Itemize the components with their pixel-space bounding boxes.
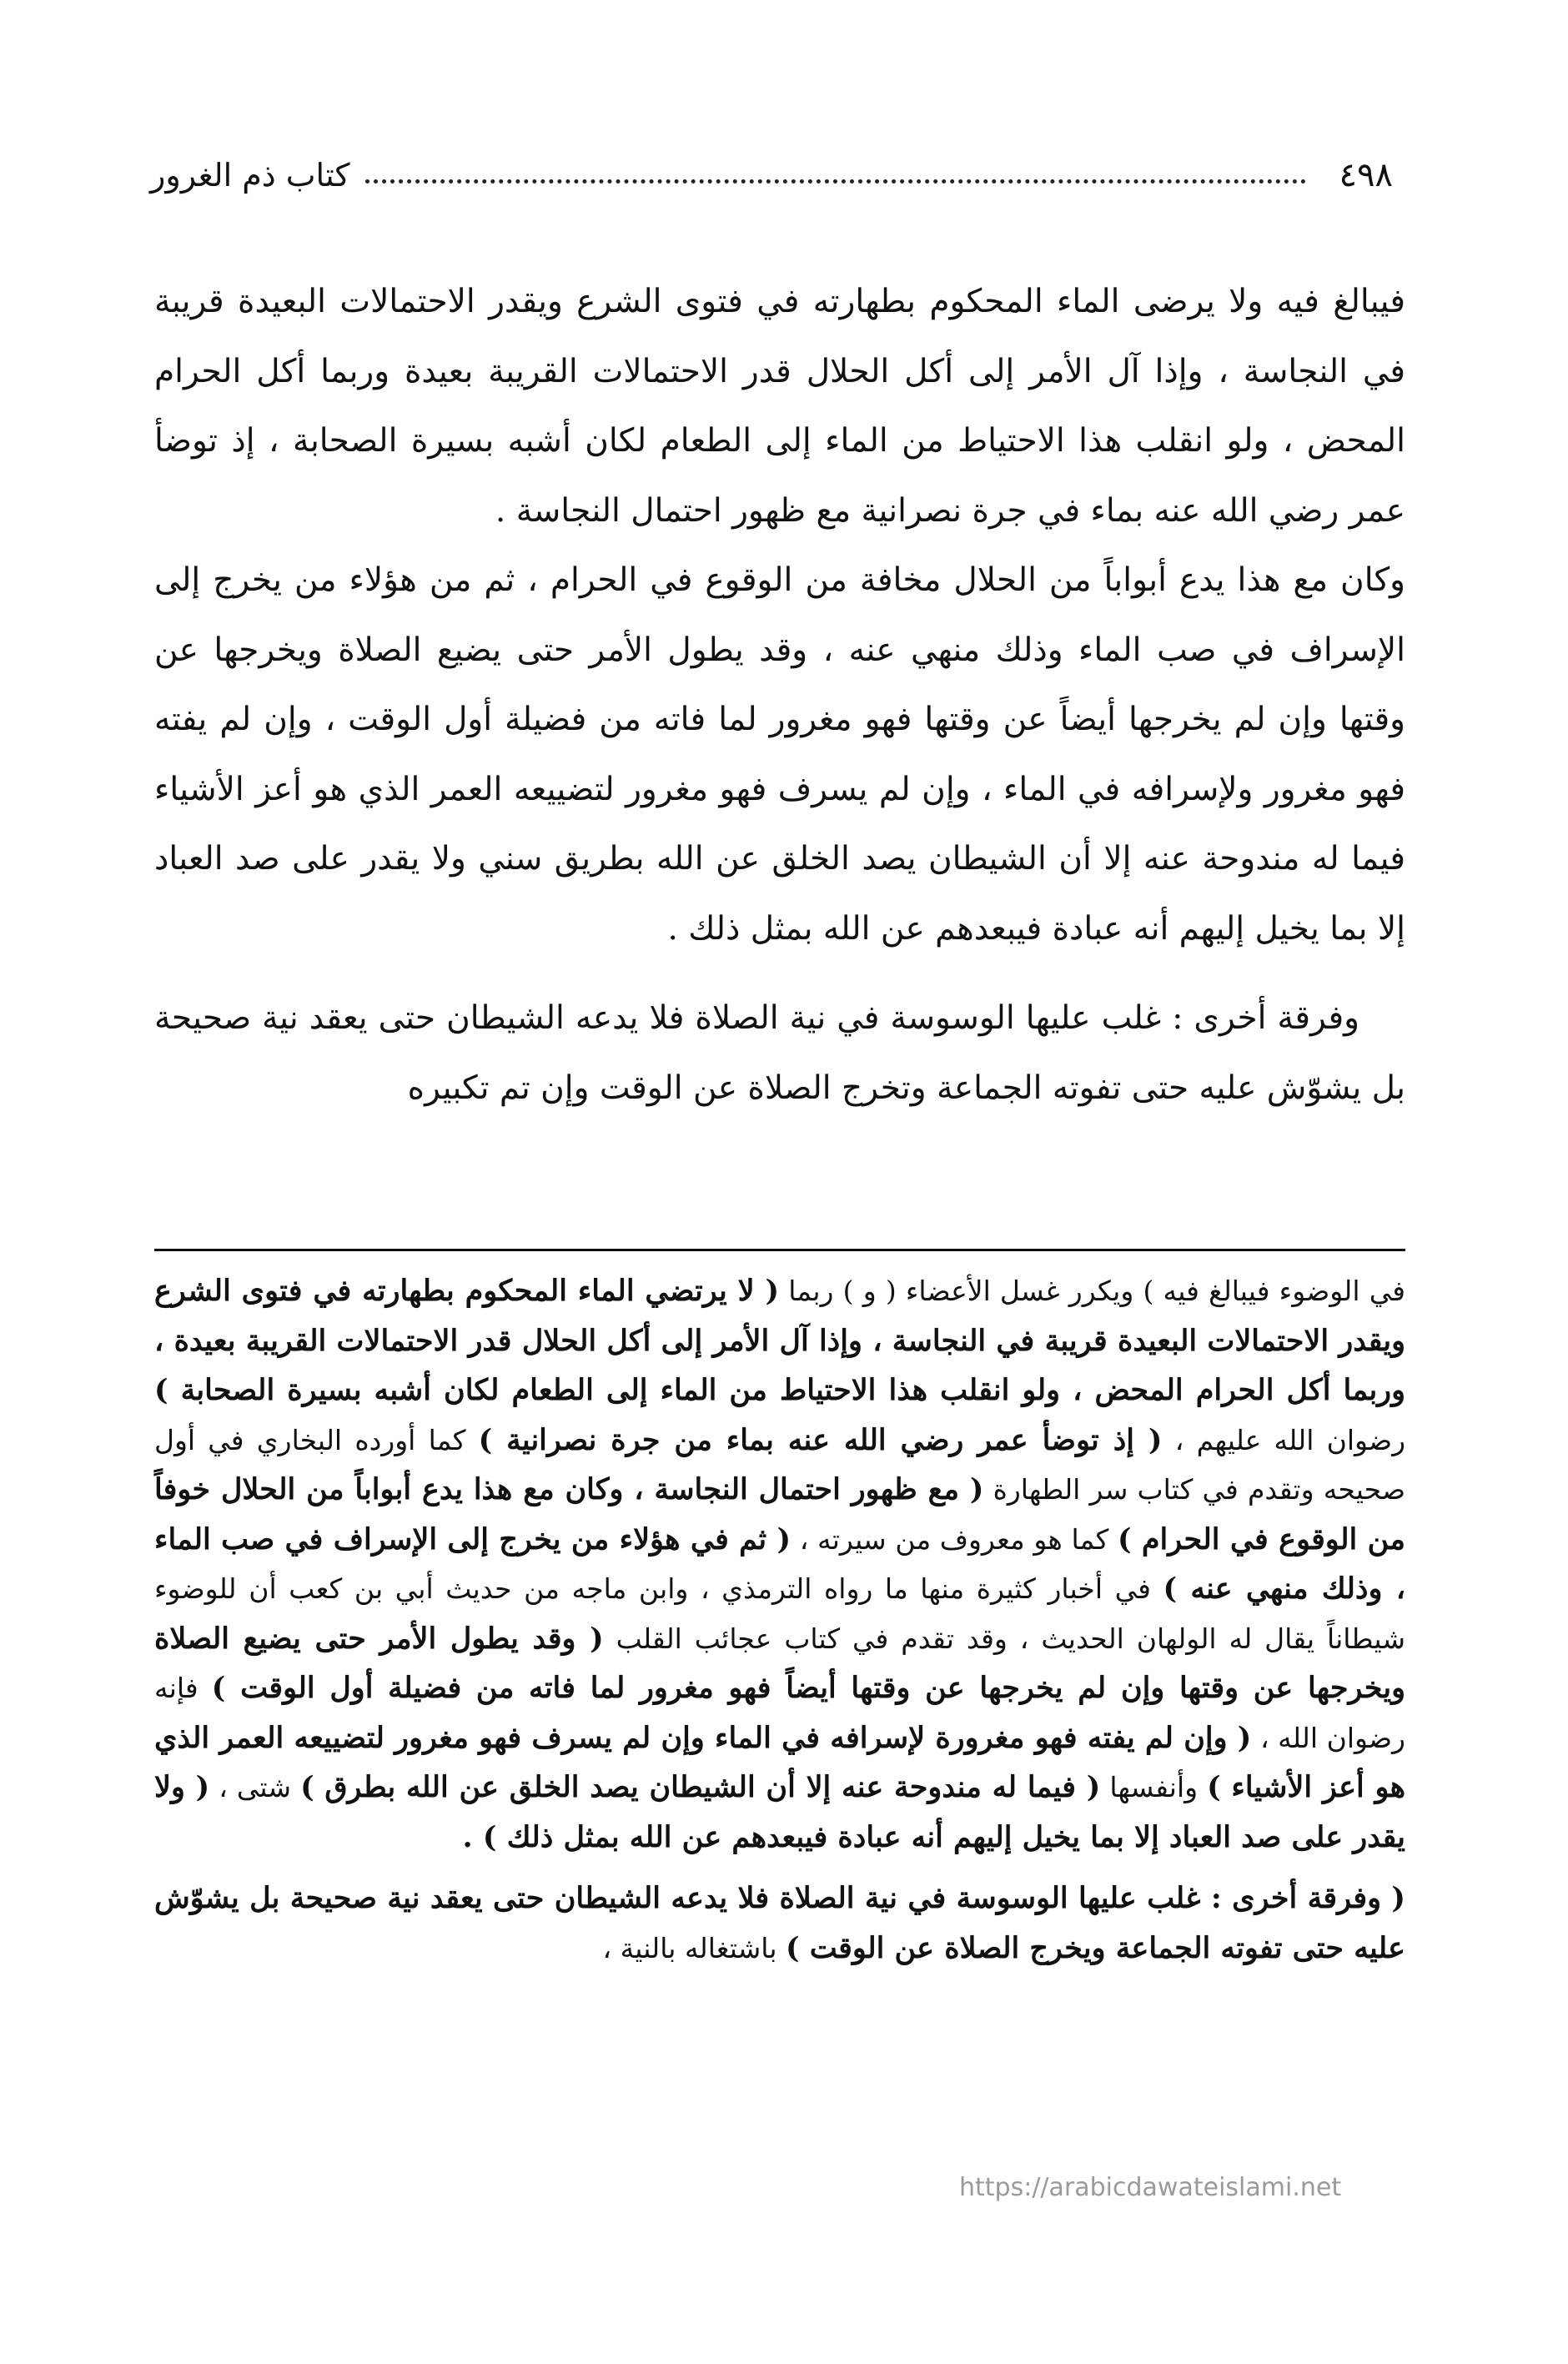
commentary-text: وأنفسها [1100, 1771, 1208, 1803]
commentary-quoted-text: ( وإن لم يفته فهو مغرورة لإسرافه في الماء وإن لم يسرف فهو مغرور لتضييعه العمر الذي هو أعز الأشياء ) [154, 1720, 1406, 1804]
commentary-separator-rule [154, 1249, 1405, 1251]
running-header [150, 150, 1393, 200]
commentary-text: باشتغاله بالنية ، [602, 1931, 787, 1964]
commentary-text: رضوان الله عليهم ، [1162, 1423, 1406, 1456]
commentary-text: فإنه رضوان الله ، [154, 1672, 1405, 1754]
commentary-quoted-text: ( مع ظهور احتمال النجاسة ، وكان مع هذا يدع أبواباً من الحلال خوفاً من الوقوع في الحرام ) [154, 1472, 1406, 1557]
commentary-text: في الوضوء فيبالغ فيه ) ويكرر غسل الأعضاء ( و ) ربما [779, 1275, 1405, 1307]
commentary-text: كما أورده البخاري في أول صحيحه وتقدم في كتاب سر الطهارة [154, 1423, 1405, 1506]
main-paragraph-2: وكان مع هذا يدع أبواباً من الحلال مخافة من الوقوع في الحرام ، ثم من هؤلاء من يخرج إلى الإسراف في صب الماء وذلك منهي عنه ، وقد يطول الأمر حتى يضيع الصلاة ويخرجها عن وقتها وإن لم يخرجها أيضاً عن وقتها فهو مغرور لما فاته من فضيلة أول الوقت ، وإن لم يفته فهو مغرور ولإسرافه في الماء ، وإن لم يسرف فهو مغرور لتضييعه العمر الذي هو أعز الأشياء فيما له مندوحة عنه إلا أن الشيطان يصد الخلق عن الله بطريق سني ولا يقدر على صد العباد إلا بما يخيل إليهم أنه عبادة فيبعدهم عن الله بمثل ذلك . [154, 561, 1405, 948]
commentary-quoted-text: ( وقد يطول الأمر حتى يضيع الصلاة ويخرجها عن وقتها وإن لم يخرجها عن وقتها أيضاً فهو مغرور لما فاته من فضيلة أول الوقت ) [154, 1621, 1406, 1705]
commentary-quoted-text: ( ولا يقدر على صد العباد إلا بما يخيل إليهم أنه عبادة فيبعدهم عن الله بمثل ذلك ) . [154, 1770, 1405, 1854]
watermark-url: https://arabicdawateislami.net [959, 2173, 1342, 2202]
main-paragraph-3: وفرقة أخرى : غلب عليها الوسوسة في نية الصلاة فلا يدعه الشيطان حتى يعقد نية صحيحة بل يشوّش عليه حتى تفوته الجماعة وتخرج الصلاة عن الوقت وإن تم تكبيره [154, 999, 1405, 1107]
commentary-quoted-text: ( إذ توضأ عمر رضي الله عنه بماء من جرة نصرانية ) [478, 1422, 1163, 1457]
main-paragraph-1: فيبالغ فيه ولا يرضى الماء المحكوم بطهارته في فتوى الشرع ويقدر الاحتمالات البعيدة قريبة في النجاسة ، وإذا آل الأمر إلى أكل الحلال قدر الاحتمالات القريبة بعيدة وربما أكل الحرام المحض ، ولو انقلب هذا الاحتياط من الماء إلى الطعام لكان أشبه بسيرة الصحابة ، إذ توضأ عمر رضي الله عنه بماء في جرة نصرانية مع ظهور احتمال النجاسة . [154, 283, 1405, 530]
commentary-paragraph-2 [154, 1874, 1405, 1973]
commentary-quoted-text: ( لا يرتضي الماء المحكوم بطهارته في فتوى الشرع ويقدر الاحتمالات البعيدة قريبة في النجاسة ، وإذا آل الأمر إلى أكل الحلال قدر الاحتمالات القريبة بعيدة ، وربما أكل الحرام المحض ، ولو انقلب هذا الاحتياط من الماء إلى الطعام لكان أشبه بسيرة الصحابة ) [154, 1274, 1405, 1407]
commentary-text: شتى ، [209, 1771, 301, 1803]
commentary-paragraph-1 [154, 1266, 1405, 1862]
commentary-text: في أخبار كثيرة منها ما رواه الترمذي ، وابن ماجه من حديث أبي بن كعب أن للوضوء شيطاناً يقال له الولهان الحديث ، وقد تقدم في كتاب عجائب القلب [154, 1572, 1405, 1655]
main-text [154, 267, 1405, 1123]
page-number: ٤٩٨ [1339, 156, 1393, 194]
commentary [154, 1266, 1405, 1973]
commentary-quoted-text: ( وفرقة أخرى : غلب عليها الوسوسة في نية الصلاة فلا يدعه الشيطان حتى يعقد نية صحيحة بل يشوّش عليه حتى تفوته الجماعة ويخرج الصلاة عن الوقت ) [154, 1881, 1405, 1965]
commentary-quoted-text: ( ثم في هؤلاء من يخرج إلى الإسراف في صب الماء ، وذلك منهي عنه ) [154, 1522, 1405, 1606]
book-title: كتاب ذم الغرور [150, 157, 350, 194]
commentary-text: كما هو معروف من سيرته ، [791, 1522, 1118, 1556]
header-dotted-leader [365, 178, 1306, 184]
commentary-quoted-text: ( فيما له مندوحة عنه إلا أن الشيطان يصد الخلق عن الله بطرق ) [300, 1770, 1101, 1804]
